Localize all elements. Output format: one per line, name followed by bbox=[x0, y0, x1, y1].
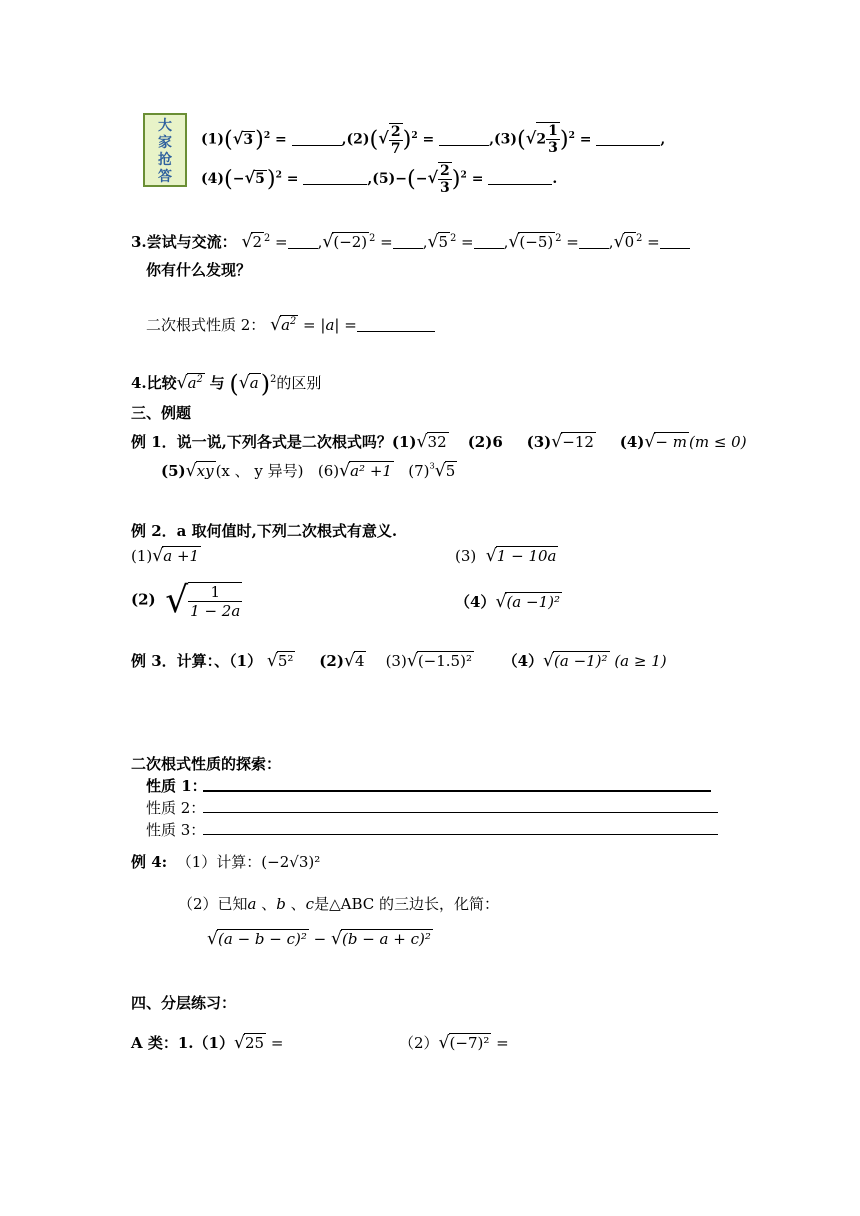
example-4-row-1 bbox=[131, 851, 320, 872]
class-a-item-2-label: （2） bbox=[399, 1034, 439, 1052]
example-2-item-4: （4）√(a −1)² bbox=[455, 592, 560, 612]
example-4-item-2: （2）已知 bbox=[178, 895, 248, 913]
example-3-item-4: （4） bbox=[502, 652, 543, 670]
class-a-label: A 类：1.（1） bbox=[131, 1034, 234, 1052]
quiz-item-5-den: 3 bbox=[440, 180, 450, 196]
badge-text: 大家抢答 bbox=[158, 118, 172, 185]
example-3-item-3-radicand: (−1.5)² bbox=[417, 652, 472, 670]
example-1-item-4-radicand: − m bbox=[655, 433, 687, 451]
quiz-item-3-den: 3 bbox=[548, 140, 558, 156]
example-2-item-1-radicand: a +1 bbox=[163, 547, 200, 565]
explore-heading: 二次根式性质的探索： bbox=[131, 755, 282, 773]
example-2-item-4-radicand: (a −1)² bbox=[506, 593, 560, 611]
example-4-expr-a: (a − b − c)² bbox=[218, 930, 307, 948]
example-3-row: 例 3．计算：、（1） √5² (2)√4 (3)√(−1.5)² （4）√(a −1)² (a ≥ 1) bbox=[131, 651, 667, 671]
section-3-row: 3.尝试与交流： √2 $^2$ = ,√(−2) $^2$ = ,√5 $^2$ = ,√(−5) $^2$ = ,√0 $^2$ = bbox=[131, 231, 690, 252]
answer-blank[interactable] bbox=[439, 131, 489, 146]
answer-line[interactable] bbox=[203, 812, 718, 813]
section-3-radicand-1: 2 bbox=[252, 233, 262, 251]
answer-blank[interactable] bbox=[393, 233, 423, 249]
example-1-item-5-condition: (x 、 y 异号) bbox=[215, 462, 304, 480]
quick-answer-badge bbox=[143, 113, 187, 187]
example-2-item-3-radicand: 1 − 10a bbox=[496, 547, 557, 565]
example-1-item-4-condition: (m ≤ 0) bbox=[688, 433, 747, 451]
answer-blank[interactable] bbox=[303, 170, 367, 185]
property-2-row: 二次根式性质 2： $√a^2 = |a|$ = bbox=[146, 314, 435, 335]
example-2-item-3-label: (3) bbox=[455, 547, 477, 565]
class-a-item-1-radicand: 25 bbox=[244, 1034, 265, 1052]
answer-blank[interactable] bbox=[292, 131, 342, 146]
section-3-radicand-5: 0 bbox=[624, 233, 635, 251]
example-1-item-6: (6) bbox=[317, 462, 340, 480]
quiz-row-1: $(1)(√3)^2 = ,(2)(√$ $\frac{2}{7}$ )$^2$ = ,(3)(√2 $\frac{1}{3}$ )$^2$ = , bbox=[201, 123, 666, 157]
example-2-label: 例 2．a 取何值时,下列二次根式有意义. bbox=[131, 522, 398, 540]
quiz-item-1-label: (1) bbox=[201, 131, 224, 148]
example-3-item-2: (2) bbox=[319, 652, 344, 670]
example-3-item-4-condition: (a ≥ 1) bbox=[614, 652, 667, 670]
explore-property-3-label: 性质 3： bbox=[146, 821, 206, 839]
example-4-expression: √(a − b − c)² − √(b − a + c)² bbox=[207, 929, 431, 949]
section-4-heading: 4.比较 bbox=[131, 374, 177, 392]
explore-property-1-label: 性质 1： bbox=[146, 777, 207, 795]
example-2-item-2-num: 1 bbox=[188, 583, 242, 602]
example-2-item-4-label: （4） bbox=[455, 593, 496, 611]
example-4-row-2: （2）已知a 、b 、c是△ABC 的三边长，化简： bbox=[178, 895, 499, 913]
section-3-question: 你有什么发现？ bbox=[146, 261, 252, 279]
example-1-item-3-radicand: −12 bbox=[562, 433, 594, 451]
examples-heading: 三、例题 bbox=[131, 404, 192, 422]
quiz-item-3-whole: 2 bbox=[536, 131, 547, 148]
example-1-item-5-radicand: xy bbox=[196, 462, 214, 480]
answer-line[interactable] bbox=[203, 790, 711, 792]
section-3-radicand-2: (−2) bbox=[333, 233, 368, 251]
answer-line[interactable] bbox=[203, 834, 718, 835]
example-2-item-1-label: (1) bbox=[131, 547, 153, 565]
section-4-tail: 的区别 bbox=[276, 374, 322, 392]
example-3-item-1-radicand: 5² bbox=[277, 652, 294, 670]
class-a-item-2-radicand: (−7)² bbox=[449, 1034, 490, 1052]
example-3-item-3: (3) bbox=[385, 652, 407, 670]
answer-blank[interactable] bbox=[660, 233, 690, 249]
example-4-label: 例 4: bbox=[131, 853, 168, 871]
explore-property-3 bbox=[146, 819, 205, 840]
answer-blank[interactable] bbox=[357, 316, 435, 332]
quiz-item-3-label: ,(3) bbox=[489, 131, 518, 148]
quiz-item-5-label: ,(5) bbox=[367, 171, 396, 187]
example-1-item-2: (2)6 bbox=[467, 433, 503, 451]
example-4-item-1: （1）计算： bbox=[176, 853, 262, 871]
example-2-item-1: (1)√a +1 bbox=[131, 546, 200, 566]
explore-property-1 bbox=[146, 775, 207, 796]
example-1-item-7: (7) bbox=[408, 462, 430, 480]
answer-blank[interactable] bbox=[288, 233, 318, 249]
example-1-label: 例 1．说一说,下列各式是二次根式吗？ bbox=[131, 433, 392, 451]
section-3-radicand-3: 5 bbox=[438, 233, 449, 251]
quiz-item-3-num: 1 bbox=[548, 123, 558, 139]
explore-property-2-label: 性质 2： bbox=[146, 799, 206, 817]
example-1-row-1: 例 1．说一说,下列各式是二次根式吗？(1)√32 (2)6 (3)√−12 (4)√− m (m ≤ 0) bbox=[131, 432, 747, 452]
example-1-item-6-radicand: a² +1 bbox=[350, 462, 392, 480]
example-4-item-2-text: 是△ABC 的三边长，化简： bbox=[314, 895, 499, 913]
answer-blank[interactable] bbox=[488, 170, 552, 185]
practice-heading: 四、分层练习： bbox=[131, 994, 237, 1012]
example-1-item-4: (4) bbox=[619, 433, 645, 451]
class-a-item-2: （2）√(−7)² = bbox=[399, 1033, 509, 1053]
property-2-label: 二次根式性质 2： bbox=[146, 316, 266, 334]
section-3-heading: 3.尝试与交流： bbox=[131, 233, 237, 251]
explore-property-2 bbox=[146, 797, 205, 818]
example-1-row-2: (5)√xy (x 、 y 异号) (6)√a² +1 $(7)^3√5$ bbox=[161, 460, 456, 481]
example-1-item-1: (1) bbox=[391, 433, 417, 451]
quiz-item-1-radicand: 3 bbox=[243, 131, 254, 148]
answer-blank[interactable] bbox=[579, 233, 609, 249]
example-1-item-5: (5) bbox=[161, 462, 186, 480]
example-1-item-1-radicand: 32 bbox=[427, 433, 447, 451]
example-2-item-2-den: 1 − 2a bbox=[190, 601, 241, 620]
example-4-item-1-expr: (−2√3)² bbox=[261, 853, 321, 871]
quiz-row-2: $(4)(-√5)^2 = ,(5)-(-√$ $\frac{2}{3}$ )$^2$ = . bbox=[201, 163, 558, 196]
example-1-item-7-radicand: 5 bbox=[445, 462, 456, 480]
example-3-label: 例 3．计算：、（1） bbox=[131, 652, 263, 670]
example-3-item-2-radicand: 4 bbox=[354, 652, 365, 670]
quiz-item-4-radicand: 5 bbox=[255, 171, 265, 187]
example-2-item-2-label: (2) bbox=[131, 590, 156, 609]
quiz-item-5-num: 2 bbox=[440, 163, 450, 179]
section-4-row: 4.比较$√a^2$ 与 $(√a)^2$的区别 bbox=[131, 370, 322, 398]
section-4-mid: 与 bbox=[209, 374, 225, 392]
quiz-item-2-num: 2 bbox=[390, 123, 401, 140]
example-4-expr-b: (b − a + c)² bbox=[341, 930, 431, 948]
answer-blank[interactable] bbox=[474, 233, 504, 249]
class-a-row: A 类：1.（1）√25 = bbox=[131, 1033, 284, 1053]
example-2-item-2: (2) √ $\frac{1}{1 - 2a}$ bbox=[131, 580, 241, 621]
section-3-radicand-4: (−5) bbox=[519, 233, 554, 251]
example-2-item-3: (3) √1 − 10a bbox=[455, 546, 557, 566]
quiz-item-2-label: ,(2) bbox=[341, 131, 370, 148]
quiz-item-4-label: (4) bbox=[201, 171, 224, 187]
example-3-item-4-radicand: (a −1)² bbox=[554, 652, 608, 670]
example-1-item-3: (3) bbox=[526, 433, 552, 451]
answer-blank[interactable] bbox=[596, 131, 660, 146]
quiz-item-2-den: 7 bbox=[390, 140, 401, 157]
